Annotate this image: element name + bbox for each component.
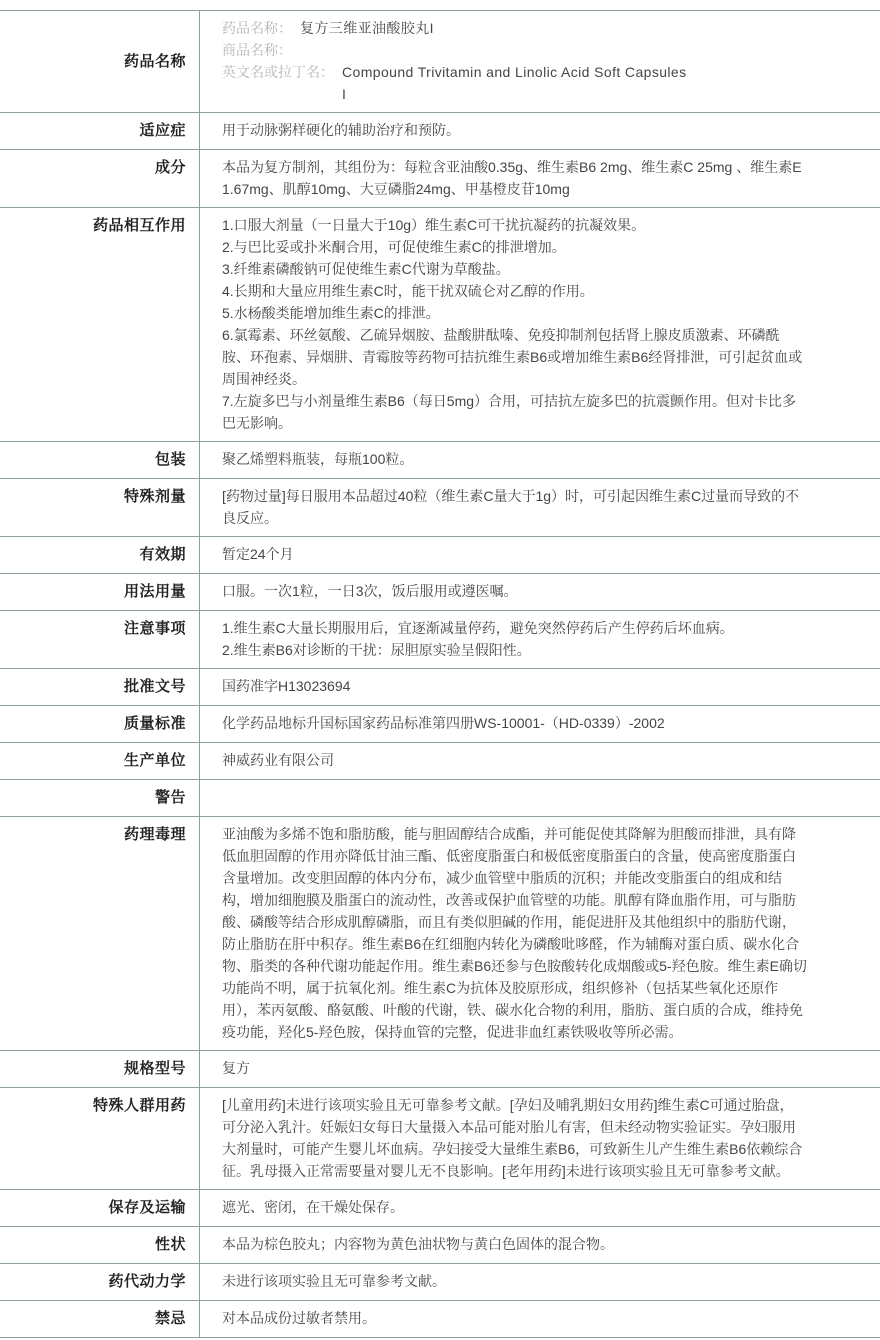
row-content-approval-number — [200, 669, 880, 705]
table-row-dosage-usage — [0, 574, 880, 611]
name-field — [222, 39, 807, 61]
text-line: 亚油酸为多烯不饱和脂肪酸，能与胆固醇结合成酯，并可能促使其降解为胆酸而排泄，具有降低血胆固醇的作用亦降低甘油三酯、低密度脂蛋白和极低密度脂蛋白的含量，使高密度脂蛋白含量增加。改变胆固醇的体内分布，减少血管壁中脂质的沉积；并能改变脂蛋白的组成和结构，增加细胞膜及脂蛋白的流动性，改善或保护血管壁的功能。肌醇有降血脂作用，可与脂肪酸、磷酸等结合形成肌醇磷脂，而且有类似胆碱的作用，能促进肝及其他组织中的脂肪代谢，防止脂肪在肝中积存。维生素B6在红细胞内转化为磷酸吡哆醛，作为辅酶对蛋白质、碳水化合物、脂类的各种代谢功能起作用。维生素B6还参与色胺酸转化成烟酸或5-羟色胺。维生素E确切功能尚不明，属于抗氧化剂。维生素C为抗体及胶原形成，组织修补（包括某些氧化还原作用），苯丙氨酸、酪氨酸、叶酸的代谢，铁、碳水化合物的利用，脂肪、蛋白质的合成，维持免疫功能，羟化5-羟色胺，保持血管的完整，促进非血红素铁吸收等所必需。 — [222, 826, 807, 1040]
row-content-quality-standard — [200, 706, 880, 742]
text-line: 本品为复方制剂，其组份为：每粒含亚油酸0.35g、维生素B6 2mg、维生素C 25mg 、维生素E 1.67mg、肌醇10mg、大豆磷脂24mg、甲基橙皮苷10mg — [222, 159, 802, 197]
table-row-precautions — [0, 611, 880, 669]
row-label-drug-interactions: 药品相互作用 — [0, 208, 200, 441]
table-row-manufacturer — [0, 743, 880, 780]
text-line: 1.口服大剂量（一日量大于10g）维生素C可干扰抗凝药的抗凝效果。 — [222, 217, 646, 233]
row-content-storage-transport — [200, 1190, 880, 1226]
row-label-pharmacology-toxicology: 药理毒理 — [0, 817, 200, 1050]
row-label-contraindications: 禁忌 — [0, 1301, 200, 1337]
table-row-indications — [0, 113, 880, 150]
text-line: [儿童用药]未进行该项实验且无可靠参考文献。[孕妇及哺乳期妇女用药]维生素C可通过胎盘，可分泌入乳汁。妊娠妇女每日大量摄入本品可能对胎儿有害，但未经动物实验证实。孕妇服用大剂量时，可能产生婴儿坏血病。孕妇接受大量维生素B6，可致新生儿产生维生素B6依赖综合征。乳母摄入正常需要量对婴儿无不良影响。[老年用药]未进行该项实验且无可靠参考文献。 — [222, 1097, 803, 1179]
row-content-contraindications — [200, 1301, 880, 1337]
row-content-dosage-usage — [200, 574, 880, 610]
table-row-contraindications — [0, 1301, 880, 1338]
text-line: 对本品成份过敏者禁用。 — [222, 1310, 376, 1326]
table-row-pharmacology-toxicology — [0, 817, 880, 1051]
row-label-ingredients: 成分 — [0, 150, 200, 207]
text-line: 2.与巴比妥或扑米酮合用，可促使维生素C的排泄增加。 — [222, 239, 566, 255]
table-row-packaging — [0, 442, 880, 479]
table-row-storage-transport — [0, 1190, 880, 1227]
text-line: 3.纤维素磷酸钠可促使维生素C代谢为草酸盐。 — [222, 261, 510, 277]
row-content-drug-name — [200, 11, 880, 112]
row-content-manufacturer — [200, 743, 880, 779]
table-row-special-populations — [0, 1088, 880, 1190]
field-label: 商品名称： — [222, 42, 292, 58]
row-label-precautions: 注意事项 — [0, 611, 200, 668]
text-line: 遮光、密闭，在干燥处保存。 — [222, 1199, 404, 1215]
row-content-pharmacology-toxicology — [200, 817, 880, 1050]
table-row-special-dosage — [0, 479, 880, 537]
row-content-ingredients — [200, 150, 880, 207]
row-content-precautions — [200, 611, 880, 668]
table-row-description — [0, 1227, 880, 1264]
table-row-pharmacokinetics — [0, 1264, 880, 1301]
row-label-specification: 规格型号 — [0, 1051, 200, 1087]
field-label: 英文名或拉丁名： — [222, 64, 334, 80]
row-label-shelf-life: 有效期 — [0, 537, 200, 573]
row-label-description: 性状 — [0, 1227, 200, 1263]
row-content-description — [200, 1227, 880, 1263]
row-content-warning — [200, 780, 880, 816]
text-line: 复方 — [222, 1060, 250, 1076]
text-line: 用于动脉粥样硬化的辅助治疗和预防。 — [222, 122, 460, 138]
row-label-drug-name: 药品名称 — [0, 11, 200, 112]
row-label-storage-transport: 保存及运输 — [0, 1190, 200, 1226]
name-field — [222, 17, 807, 39]
text-line: 聚乙烯塑料瓶装，每瓶100粒。 — [222, 451, 414, 467]
field-value: Compound Trivitamin and Linolic Acid Soft Capsules I — [342, 64, 687, 102]
text-line: 本品为棕色胶丸；内容物为黄色油状物与黄白色固体的混合物。 — [222, 1236, 614, 1252]
row-content-drug-interactions — [200, 208, 880, 441]
row-label-dosage-usage: 用法用量 — [0, 574, 200, 610]
text-line: 1.维生素C大量长期服用后，宜逐渐减量停药，避免突然停药后产生停药后坏血病。 — [222, 620, 734, 636]
row-content-indications — [200, 113, 880, 149]
table-row-approval-number — [0, 669, 880, 706]
row-content-shelf-life — [200, 537, 880, 573]
table-row-drug-name — [0, 11, 880, 113]
row-label-special-populations: 特殊人群用药 — [0, 1088, 200, 1189]
table-row-shelf-life — [0, 537, 880, 574]
row-label-packaging: 包装 — [0, 442, 200, 478]
text-line: 未进行该项实验且无可靠参考文献。 — [222, 1273, 446, 1289]
row-label-approval-number: 批准文号 — [0, 669, 200, 705]
text-line: 暂定24个月 — [222, 546, 294, 562]
field-label: 药品名称： — [222, 20, 292, 36]
table-row-ingredients — [0, 150, 880, 208]
row-label-quality-standard: 质量标准 — [0, 706, 200, 742]
row-label-warning: 警告 — [0, 780, 200, 816]
row-content-special-dosage — [200, 479, 880, 536]
row-label-manufacturer: 生产单位 — [0, 743, 200, 779]
row-label-special-dosage: 特殊剂量 — [0, 479, 200, 536]
row-content-specification — [200, 1051, 880, 1087]
table-row-specification — [0, 1051, 880, 1088]
row-content-packaging — [200, 442, 880, 478]
table-row-warning — [0, 780, 880, 817]
row-content-pharmacokinetics — [200, 1264, 880, 1300]
text-line: 口服。一次1粒，一日3次，饭后服用或遵医嘱。 — [222, 583, 518, 599]
text-line: 4.长期和大量应用维生素C时，能干扰双硫仑对乙醇的作用。 — [222, 283, 594, 299]
text-line: [药物过量]每日服用本品超过40粒（维生素C量大于1g）时，可引起因维生素C过量而导致的不良反应。 — [222, 488, 800, 526]
text-line: 2.维生素B6对诊断的干扰：尿胆原实验呈假阳性。 — [222, 642, 531, 658]
table-row-quality-standard — [0, 706, 880, 743]
row-content-special-populations — [200, 1088, 880, 1189]
text-line: 7.左旋多巴与小剂量维生素B6（每日5mg）合用，可拮抗左旋多巴的抗震颤作用。但对卡比多巴无影响。 — [222, 393, 797, 431]
text-line: 神威药业有限公司 — [222, 752, 334, 768]
drug-info-table — [0, 10, 880, 1338]
text-line: 国药准字H13023694 — [222, 678, 351, 694]
text-line: 6.氯霉素、环丝氨酸、乙硫异烟胺、盐酸肼酞嗪、免疫抑制剂包括肾上腺皮质激素、环磷酰胺、环孢素、异烟肼、青霉胺等药物可拮抗维生素B6或增加维生素B6经肾排泄，可引起贫血或周围神经炎。 — [222, 327, 803, 387]
name-field — [222, 61, 807, 105]
row-label-pharmacokinetics: 药代动力学 — [0, 1264, 200, 1300]
field-value: 复方三维亚油酸胶丸I — [300, 20, 434, 36]
table-row-drug-interactions — [0, 208, 880, 442]
row-label-indications: 适应症 — [0, 113, 200, 149]
text-line: 5.水杨酸类能增加维生素C的排泄。 — [222, 305, 440, 321]
text-line: 化学药品地标升国标国家药品标准第四册WS-10001-（HD-0339）-2002 — [222, 715, 665, 731]
